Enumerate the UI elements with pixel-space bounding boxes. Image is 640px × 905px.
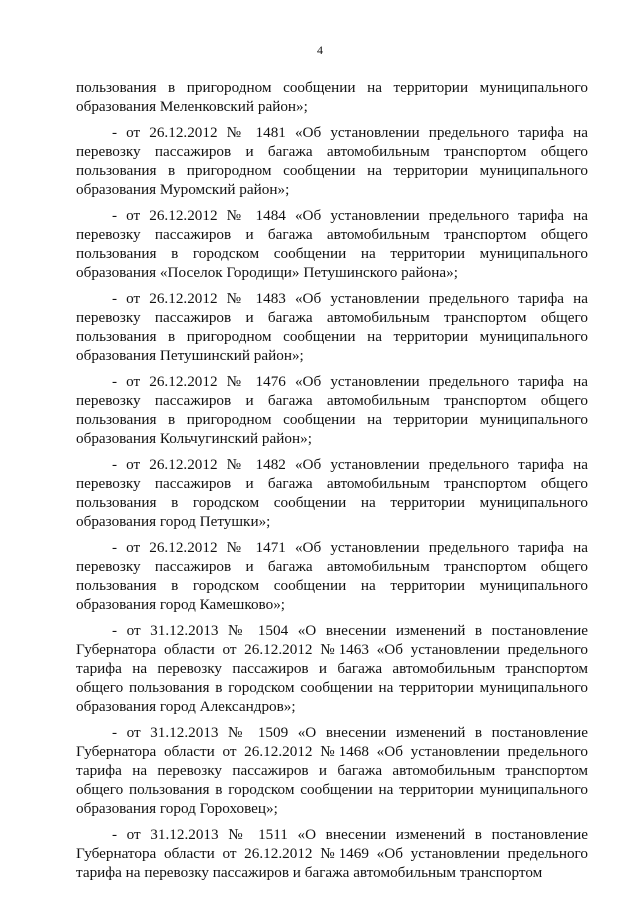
list-item-resolution-1482: - от 26.12.2012 № 1482 «Об установлении предельного тарифа на перевозку пассажиров и багажа автомобильным транспортом общего пользования в городском сообщении на территории муниципального образования город Петушки»; bbox=[76, 456, 588, 530]
list-item-resolution-1483: - от 26.12.2012 № 1483 «Об установлении предельного тарифа на перевозку пассажиров и багажа автомобильным транспортом общего пользования в пригородном сообщении на территории муниципального образования Петушинский район»; bbox=[76, 290, 588, 364]
paragraph-continuation: пользования в пригородном сообщении на территории муниципального образования Меленковский район»; bbox=[76, 79, 588, 115]
list-item-resolution-1484: - от 26.12.2012 № 1484 «Об установлении предельного тарифа на перевозку пассажиров и багажа автомобильным транспортом общего пользования в городском сообщении на территории муниципального образования «Поселок Городищи» Петушинского района»; bbox=[76, 207, 588, 281]
list-item-resolution-1504: - от 31.12.2013 № 1504 «О внесении изменений в постановление Губернатора области от 26.12.2012 №1463 «Об установлении предельного тарифа на перевозку пассажиров и багажа автомобильным транспортом общего пользования в городском сообщении на территории муниципального образования город Александров»; bbox=[76, 622, 588, 715]
document-body bbox=[76, 78, 588, 889]
page-number: 4 bbox=[317, 43, 323, 57]
list-item-resolution-1509: - от 31.12.2013 № 1509 «О внесении изменений в постановление Губернатора области от 26.12.2012 №1468 «Об установлении предельного тарифа на перевозку пассажиров и багажа автомобильным транспортом общего пользования в городском сообщении на территории муниципального образования город Гороховец»; bbox=[76, 724, 588, 817]
list-item-resolution-1511: - от 31.12.2013 № 1511 «О внесении изменений в постановление Губернатора области от 26.12.2012 №1469 «Об установлении предельного тарифа на перевозку пассажиров и багажа автомобильным транспортом bbox=[76, 826, 588, 881]
list-item-resolution-1481: - от 26.12.2012 № 1481 «Об установлении предельного тарифа на перевозку пассажиров и багажа автомобильным транспортом общего пользования в пригородном сообщении на территории муниципального образования Муромский район»; bbox=[76, 124, 588, 198]
list-item-resolution-1476: - от 26.12.2012 № 1476 «Об установлении предельного тарифа на перевозку пассажиров и багажа автомобильным транспортом общего пользования в пригородном сообщении на территории муниципального образования Кольчугинский район»; bbox=[76, 373, 588, 447]
list-item-resolution-1471: - от 26.12.2012 № 1471 «Об установлении предельного тарифа на перевозку пассажиров и багажа автомобильным транспортом общего пользования в городском сообщении на территории муниципального образования город Камешково»; bbox=[76, 539, 588, 613]
